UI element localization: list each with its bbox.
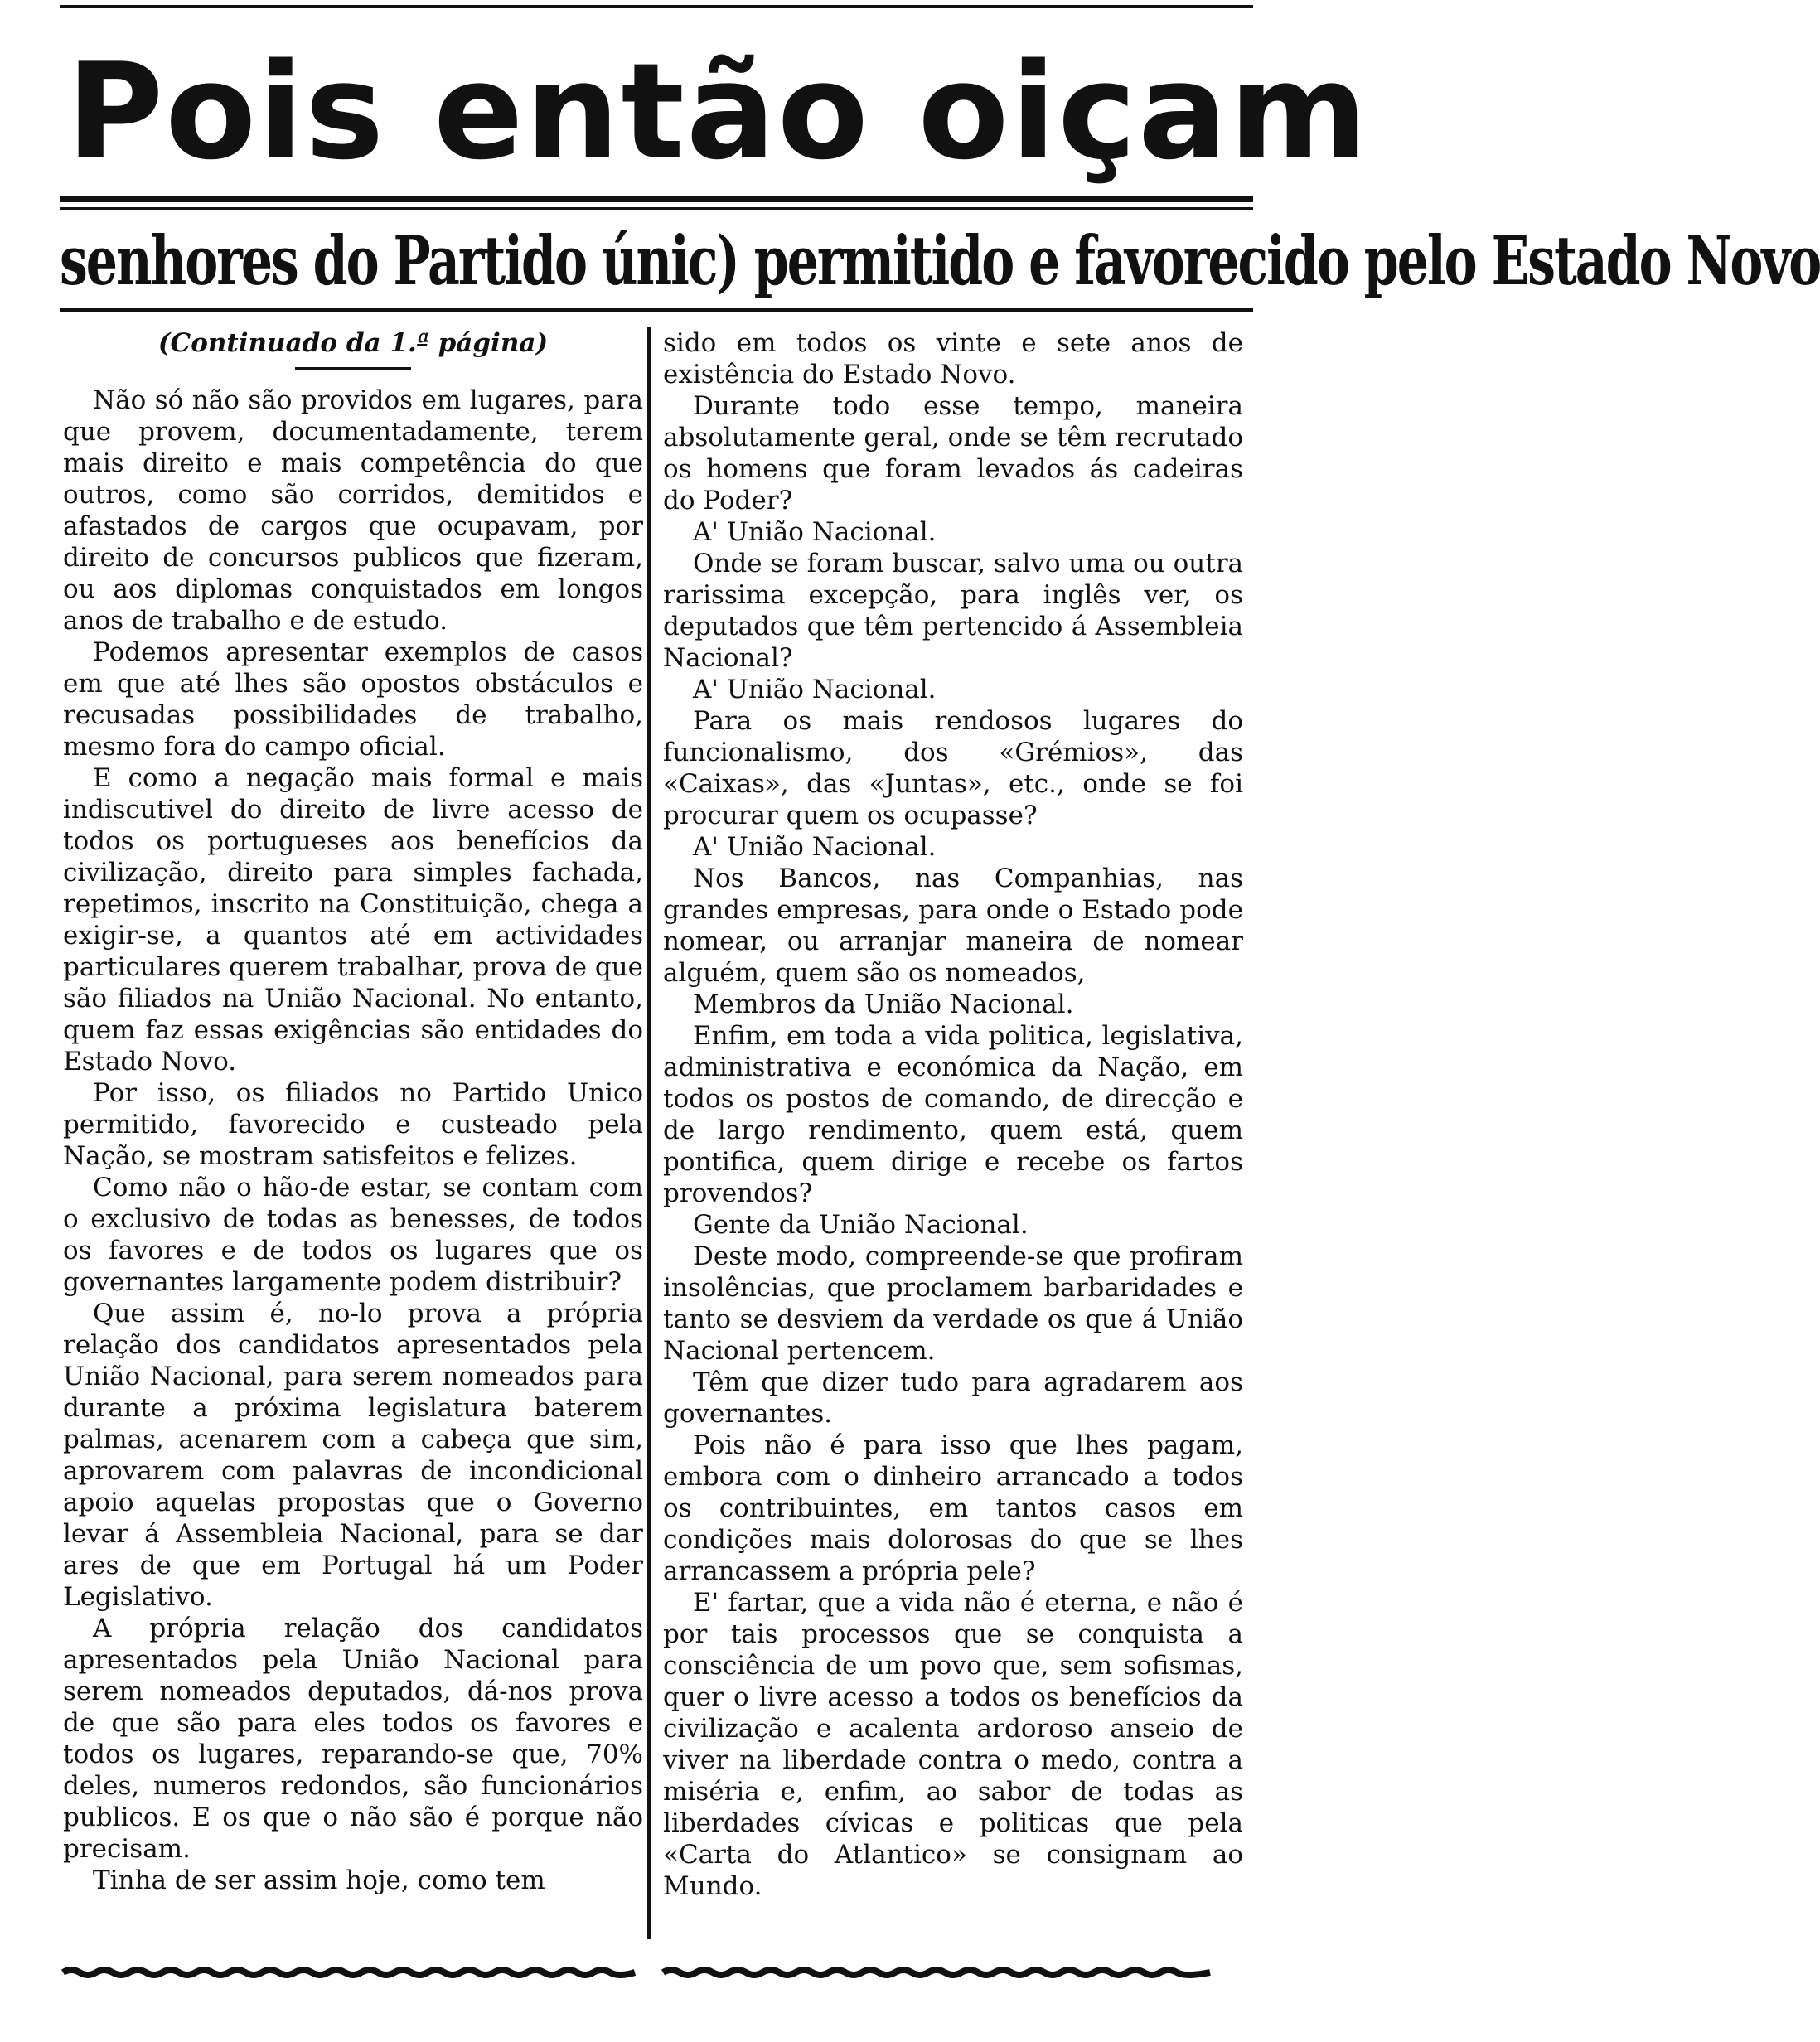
paragraph: A própria relação dos candidatos apresentados pela União Nacional para serem nomeados deputados, dá-nos prova de que são para eles todos os favores e todos os lugares, reparando-se que, 70% deles, numeros redondos, são funcionários publicos. E os que o não são é porque não precisam. [63,1614,643,1864]
subheadline: senhores do Partido únic) permitido e favorecido pelo Estado Novo [60,222,1820,302]
paragraph: Onde se foram buscar, salvo uma ou outra rarissima excepção, para inglês ver, os deputados que têm pertencido á Assembleia Nacional? [663,549,1243,673]
subheadline-rule [60,308,1253,312]
top-border-rule [60,5,1253,8]
paragraph: Que assim é, no-lo prova a própria relação dos candidatos apresentados pela União Nacional, para serem nomeados para durante a próxima legislatura baterem palmas, acenarem com a cabeça que sim, aprovarem com palavras de incondicional apoio aquelas propostas que o Governo levar á Assembleia Nacional, para se dar ares de que em Portugal há um Poder Legislativo. [63,1299,643,1612]
continued-note: (Continuado da 1.ª página) [157,328,549,358]
paragraph: sido em todos os vinte e sete anos de existência do Estado Novo. [663,328,1243,390]
paragraph: Enfim, em toda a vida politica, legislativa, administrativa e económica da Nação, em todos os postos de comando, de direcção e de largo rendimento, quem está, quem pontifica, quem dirige e recebe os fartos provendos? [663,1021,1243,1208]
paragraph: Para os mais rendosos lugares do funcionalismo, dos «Grémios», das «Caixas», das «Juntas», etc., onde se foi procurar quem os ocupasse? [663,706,1243,830]
article-left-column [63,327,643,1896]
paragraph: Nos Bancos, nas Companhias, nas grandes empresas, para onde o Estado pode nomear, ou arranjar maneira de nomear alguém, quem são os nomeados, [663,864,1243,988]
article-right-column [663,327,1243,1902]
paragraph: Não só não são providos em lugares, para que provem, documentadamente, terem mais direito e mais competência do que outros, como são corridos, demitidos e afastados de cargos que ocupavam, por direito de concursos publicos que fizeram, ou aos diplomas conquistados em longos anos de trabalho e de estudo. [63,385,643,636]
end-ornament-right [663,1966,1210,1979]
paragraph: Durante todo esse tempo, maneira absolutamente geral, onde se têm recrutado os homens que foram levados ás cadeiras do Poder? [663,391,1243,515]
headline-rule-thin [60,207,1253,210]
paragraph: A' União Nacional. [693,517,937,547]
paragraph: E' fartar, que a vida não é eterna, e não é por tais processos que se conquista a consciência de um povo que, sem sofismas, quer o livre acesso a todos os benefícios da civilização e acalenta ardoroso anseio de viver na liberdade contra o medo, contra a miséria e, enfim, ao sabor de todas as liberdades cívicas e politicas que pela «Carta do Atlantico» se consignam ao Mundo. [663,1588,1243,1901]
paragraph: Membros da União Nacional. [693,990,1074,1019]
paragraph: Deste modo, compreende-se que profiram insolências, que proclamem barbaridades e tanto se desviem da verdade os que á União Nacional pertencem. [663,1241,1243,1366]
paragraph: Por isso, os filiados no Partido Unico permitido, favorecido e custeado pela Nação, se mostram satisfeitos e felizes. [63,1078,643,1171]
paragraph: Como não o hão-de estar, se contam com o exclusivo de todas as benesses, de todos os favores e de todos os lugares que os governantes largamente podem distribuir? [63,1173,643,1297]
paragraph: E como a negação mais formal e mais indiscutivel do direito de livre acesso de todos os portugueses aos benefícios da civilização, direito para simples fachada, repetimos, inscrito na Constituição, chega a exigir-se, a quantos até em actividades particulares querem trabalhar, prova de que são filiados na União Nacional. No entanto, quem faz essas exigências são entidades do Estado Novo. [63,763,643,1077]
paragraph: Têm que dizer tudo para agradarem aos governantes. [663,1367,1243,1429]
headline: Pois então oiçam [66,34,1369,189]
paragraph: Gente da União Nacional. [693,1210,1029,1240]
paragraph: A' União Nacional. [693,675,937,704]
column-divider [647,327,651,1939]
continued-note-rule [295,367,411,370]
paragraph: A' União Nacional. [693,832,937,862]
paragraph: Tinha de ser assim hoje, como tem [93,1865,545,1895]
paragraph: Pois não é para isso que lhes pagam, embora com o dinheiro arrancado a todos os contribuintes, em tantos casos em condições mais dolorosas do que se lhes arrancassem a própria pele? [663,1430,1243,1586]
end-ornament-left [63,1966,635,1979]
paragraph: Podemos apresentar exemplos de casos em que até lhes são opostos obstáculos e recusadas possibilidades de trabalho, mesmo fora do campo oficial. [63,637,643,762]
headline-rule-thick [60,196,1253,202]
